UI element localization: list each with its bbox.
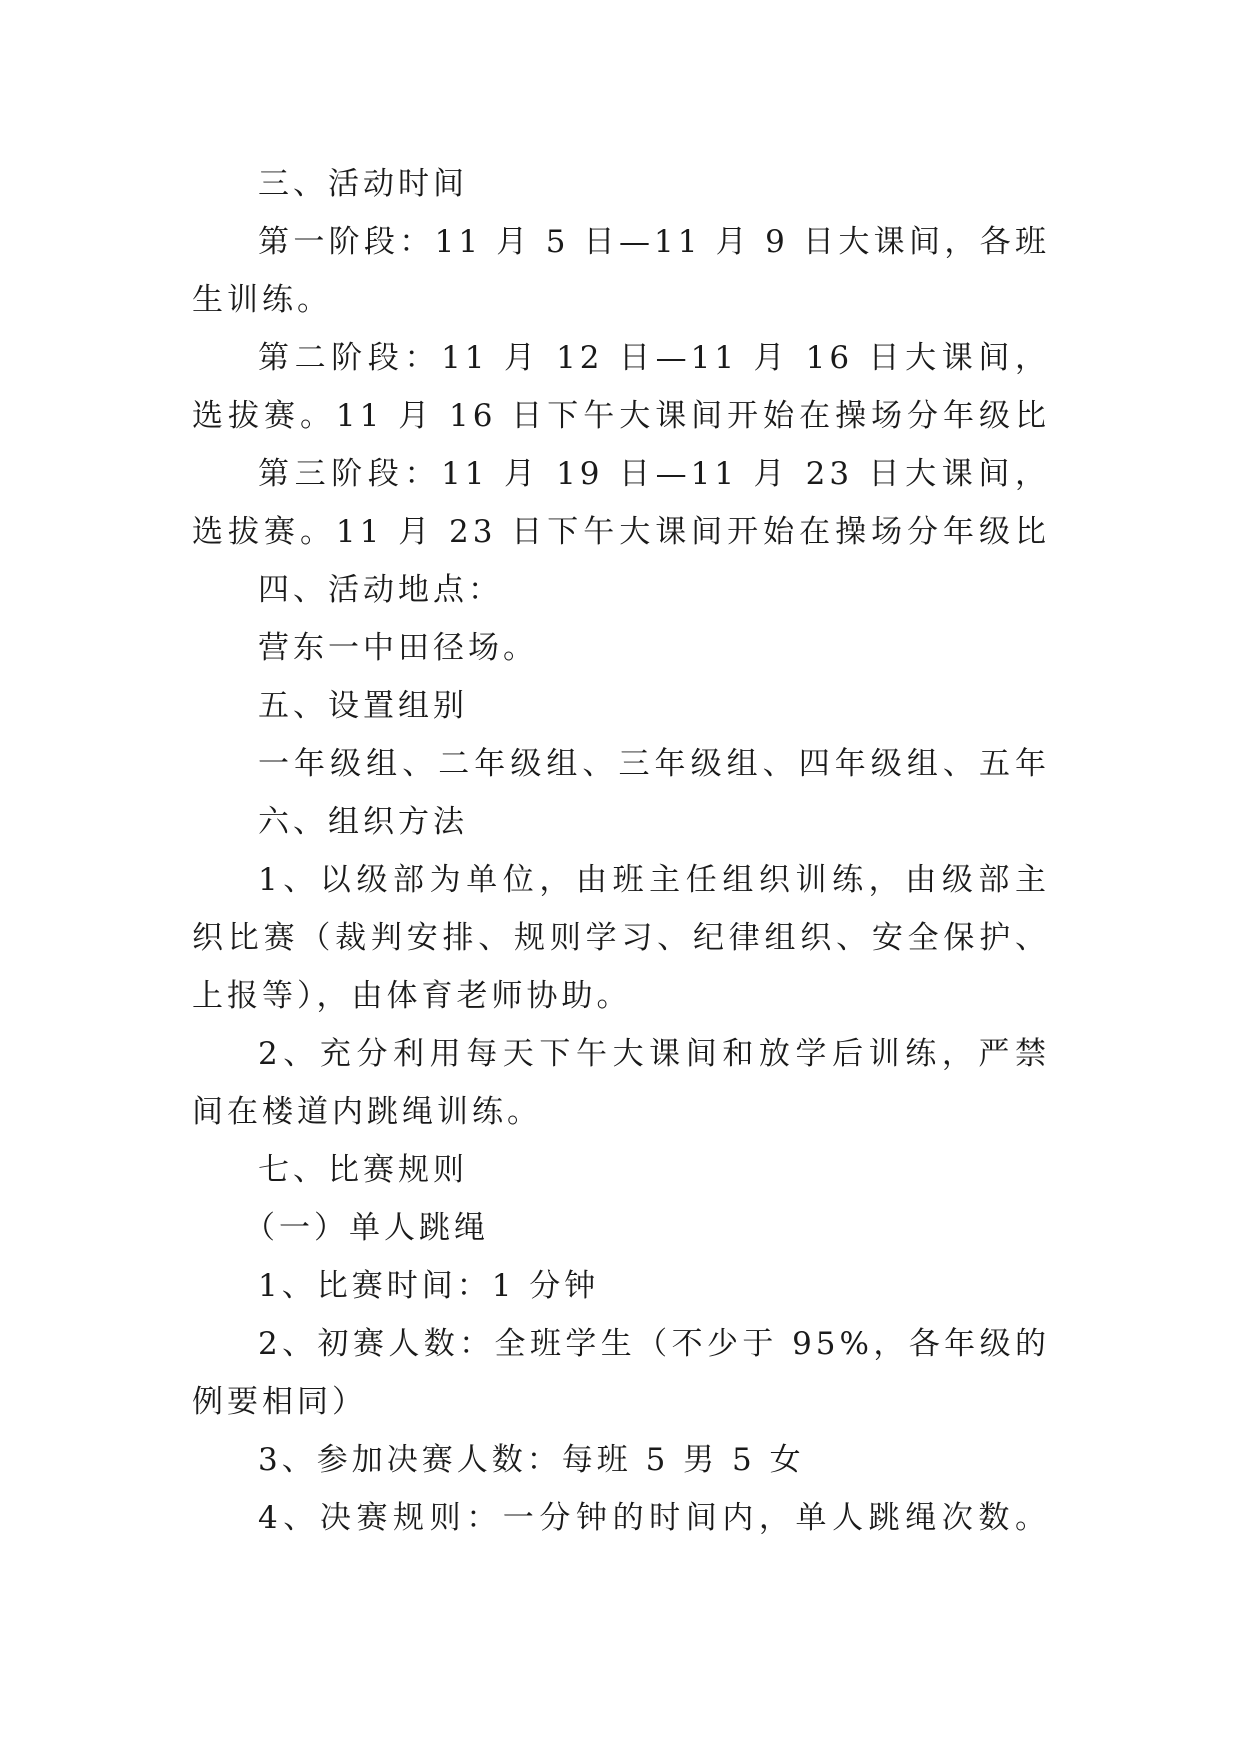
section-heading-activity-time: 三、活动时间	[258, 166, 468, 202]
paragraph-line: 生训练。	[192, 282, 332, 318]
paragraph-line: 第二阶段：11 月 12 日—11 月 16 日大课间，	[258, 340, 1050, 376]
subsection-heading-single-rope: （一）单人跳绳	[244, 1210, 489, 1246]
paragraph-line: 选拔赛。11 月 23 日下午大课间开始在操场分年级比	[192, 514, 1050, 550]
paragraph-line: 第一阶段：11 月 5 日—11 月 9 日大课间，各班	[258, 224, 1050, 260]
paragraph-line: 一年级组、二年级组、三年级组、四年级组、五年	[258, 746, 1050, 782]
paragraph-line: 上报等），由体育老师协助。	[192, 978, 632, 1014]
paragraph-line: 4、决赛规则：一分钟的时间内，单人跳绳次数。	[258, 1500, 1050, 1536]
paragraph-line: 1、以级部为单位，由班主任组织训练，由级部主	[258, 862, 1050, 898]
paragraph-line: 营东一中田径场。	[258, 630, 538, 666]
section-heading-location: 四、活动地点：	[258, 572, 503, 608]
section-heading-organization: 六、组织方法	[258, 804, 468, 840]
section-heading-groups: 五、设置组别	[258, 688, 468, 724]
paragraph-line: 选拔赛。11 月 16 日下午大课间开始在操场分年级比	[192, 398, 1050, 434]
paragraph-line: 2、初赛人数：全班学生（不少于 95%，各年级的	[258, 1326, 1050, 1362]
document-body	[192, 155, 1050, 1547]
paragraph-line: 2、充分利用每天下午大课间和放学后训练，严禁	[258, 1036, 1050, 1072]
section-heading-rules: 七、比赛规则	[258, 1152, 468, 1188]
paragraph-line: 1、比赛时间：1 分钟	[258, 1268, 600, 1304]
paragraph-line: 间在楼道内跳绳训练。	[192, 1094, 542, 1130]
paragraph-line: 织比赛（裁判安排、规则学习、纪律组织、安全保护、	[192, 920, 1050, 956]
paragraph-line: 3、参加决赛人数：每班 5 男 5 女	[258, 1442, 805, 1478]
paragraph-line: 例要相同）	[192, 1384, 367, 1420]
paragraph-line: 第三阶段：11 月 19 日—11 月 23 日大课间，	[258, 456, 1050, 492]
